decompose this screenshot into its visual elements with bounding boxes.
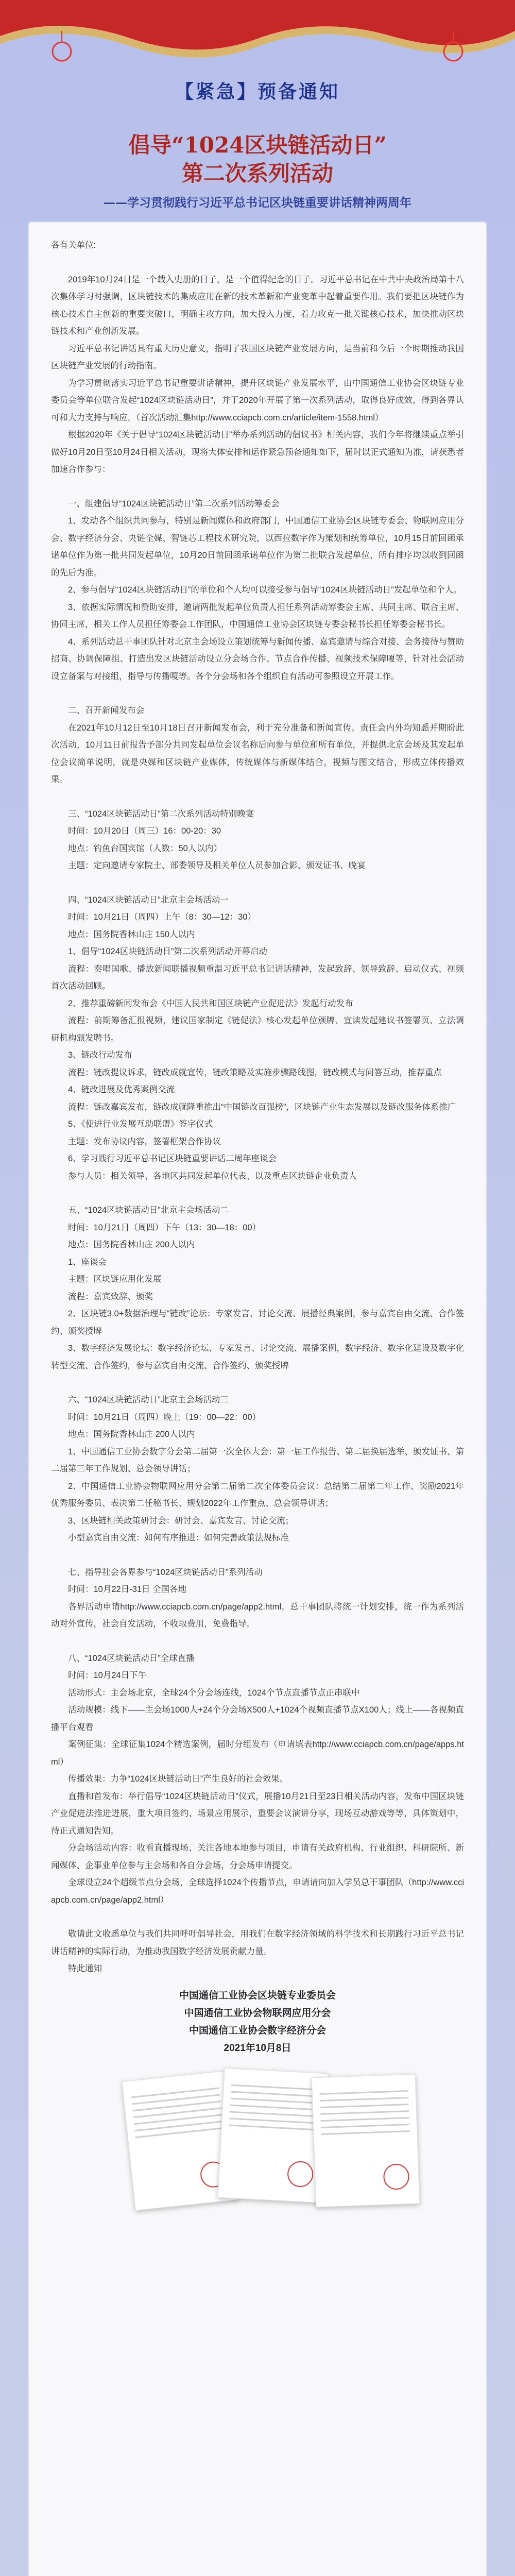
section-item: 全球设立24个超级节点分会场，全球选择1024个传播节点，申请请向加入学员总干事团队（http://www.cciapcb.com.cn/page/app2.html）	[51, 1878, 464, 1905]
section-item: 主题：区块链应用化发展	[68, 1275, 162, 1284]
intro-paragraph: 2019年10月24日是一个载入史册的日子，是一个值得纪念的日子。习近平总书记在中共中央政治局第十八次集体学习时强调，区块链技术的集成应用在新的技术革新和产业变革中起着重要作用。我们要把区块链作为核心技术自主创新的重要突破口，明确主攻方向，加大投入力度，着力攻克一批关键核心技术，加快推动区块链技术和产业创新发展。	[51, 275, 464, 336]
section-item: 活动形式：主会场北京，全球24个分会场连线，1024个节点直播节点正串联中	[68, 1688, 360, 1698]
section-item: 1、倡导“1024区块链活动日”第二次系列活动开幕启动	[68, 947, 267, 956]
document-photos	[51, 2071, 464, 2199]
section-item: 4、系列活动总干事团队针对北京主会场设立策划统筹与新闻传播、嘉宾邀请与综合对接、会务接待与赞助招商、协调保障组、打造出发区块链活动设立分会场合作、节点合作传播、视频技术保障嗄等，针对社会活动设立备案与对接组，指导与传播嗄等。各个分会场和各个组织自有活动可参照设立开展工作。	[51, 637, 464, 681]
notice-card	[28, 222, 487, 2576]
section-item: 小型嘉宾自由交流：如何有序推进：如何完善政策法规标准	[68, 1533, 289, 1543]
section-item: 时间：10月24日下午	[68, 1671, 147, 1680]
title-line-2: 第二次系列活动	[181, 160, 333, 186]
document-photo	[312, 2074, 420, 2207]
section-item: 1、中国通信工业协会数字分会第二届第一次全体大会：第一届工作报告、第二届换届选举、颁发证书、第二届第三年工作规划、总会领导讲话；	[51, 1447, 464, 1473]
section-title: 二、召开新闻发布会	[68, 706, 145, 715]
section-item: 分会场活动内容：收看直播现场、关注各地本地参与项目，申请有关政府机构、行业组织、科研院所、新闻媒体、企事业单位参与主会场和各自分会场，分会场申请提交。	[51, 1843, 464, 1870]
sections-container	[51, 479, 464, 1909]
top-banner	[0, 0, 515, 41]
section-item: 流程：前期筹备汇报视频，建议国家制定《链促法》核心发起单位颁牌、宣读发起建议书签署页、立法调研机构颁发聘书。	[51, 1016, 464, 1043]
greeting: 各有关单位:	[51, 241, 96, 250]
section-item: 时间：10月20日（周三）16：00-20：30	[68, 826, 221, 836]
section-item: 直播和首发布：举行倡导“1024区块链活动日”仪式，展播10月21日至23日相关活动内容，发布中国区块链产业促进法推进进展，重大项目签约、场景应用展示，重要会议演讲分享，现场互动游戏等等，具体策划中，待正式通知告知。	[51, 1791, 464, 1836]
section-item: 2、区块链3.0+数据治理与“链改”论坛：专家发言、讨论交流、展播经典案例，参与嘉宾自由交流、合作签约、颁奖授牌	[51, 1309, 464, 1336]
intro-paragraph: 根据2020年《关于倡导“1024区块链活动日”举办系列活动的倡议书》相关内容，我们今年将继续重点举引做好10月20日至10月24日相关活动，现将大体安排和运作紧急预备通知如下，届时以正式通知为准，请获悉者加速合作参与：	[51, 430, 464, 474]
section-item: 3、链改行动发布	[68, 1050, 132, 1060]
section-item: 2、中国通信工业协会物联网应用分会第二届第二次全体委员会议：总结第二届第二年工作、奖励2021年优秀服务委员、表决第二任秘书长、规划2022年工作重点、总会领导讲话；	[51, 1481, 464, 1508]
seal-icon	[383, 2163, 410, 2190]
section-item: 4、链改进展及优秀案例交流	[68, 1085, 175, 1094]
section-item: 案例征集：全球征集1024个精选案例，届时分组发布（申请填表http://www.cciapcb.com.cn/page/apps.html）	[51, 1740, 464, 1767]
section-item: 3、依据实际情况和赞助安排，邀请两批发起单位负责人担任系列活动筹委会主席、共同主席、联合主席、协同主席，相关工作人员担任筹委会工作团队，中国通信工业协会区块链专委会秘书长担任筹委会秘书长。	[51, 602, 464, 629]
section-item: 地点：国务院香林山庄 200人以内	[68, 1240, 195, 1249]
section-item: 3、区块链相关政策研讨会：研讨会、嘉宾发言、讨论交流；	[68, 1516, 294, 1526]
section-item: 流程：嘉宾致辞、颁奖	[68, 1292, 153, 1301]
section-item: 活动规模：线下——主会场1000人+24个分会场X500人+1024个视频直播节点X100人；线上——各视频直播平台观看	[51, 1705, 464, 1732]
section-title: 五、“1024区块链活动日”北京主会场活动二	[68, 1206, 229, 1215]
urgent-heading: 【紧急】预备通知	[175, 81, 340, 102]
closing-remark: 特此通知	[68, 1964, 102, 1973]
section-item: 3、数字经济发展论坛：数字经济论坛、专家发言、讨论交流、展播案例，数字经济、数字化建设及数字化转型交流、合作签约，参与嘉宾自由交流、合作签约、颁奖授牌	[51, 1344, 464, 1370]
section-item: 主题：发布协议内容，签署框架合作协议	[68, 1137, 221, 1146]
section-title: 六、“1024区块链活动日”北京主会场活动三	[68, 1395, 229, 1404]
intro-paragraph: 为学习贯彻落实习近平总书记重要讲话精神，提升区块链产业发展水平，由中国通信工业协会区块链专业委员会等单位联合发起“1024区块链活动日”，并于2020年开展了第一次系列活动，取得良好成效，得到各界认可和大力支持与响应。（首次活动汇集http://www.cciapcb.com.cn/article/item-1558.html）	[51, 378, 464, 422]
section-item: 地点：钓鱼台国宾馆（人数：50人以内）	[68, 843, 222, 853]
section-item: 5、《使进行业发展互助联盟》签字仪式	[68, 1120, 213, 1129]
section-item: 参与人员：相关领导、各地区共同发起单位代表、以及重点区块链企业负责人	[68, 1171, 357, 1181]
section-item: 时间：10月21日（周四）下午（13：30—18：00）	[68, 1223, 261, 1232]
section-item: 在2021年10月12日至10月18日召开新闻发布会，利于充分准备和新闻宣传。责任会内外均知悉并期盼此次活动，10月11日前报告予部分共同发起单位会议名称后向参与单位和所有单位，并提供北京会场及其发起单位会议简单说明，就是央媒和区块链产业媒体，传统媒体与新媒体结合，视频与图文结合，形成立体传播效果。	[51, 723, 464, 784]
section-item: 1、发动各个组织共同参与，特别是新闻媒体和政府部门，中国通信工业协会区块链专委会、物联网应用分会、数字经济分会、央链全媒、智链芯工程技术研究院，以西拉数字作为策划和统筹单位，10月15日前回函承诺单位作为第一批共同发起单位，10月20日前回函承诺单位作为第二批联合发起单位，所有排序均以收到回函的先后为准。	[51, 516, 464, 578]
section-item: 地点：国务院香林山庄 200人以内	[68, 1430, 195, 1439]
section-item: 1、座谈会	[68, 1257, 107, 1267]
section-item: 流程：奏唱国歌、播放新闻联播视频重温习近平总书记讲话精神，发起致辞、领导致辞、启动仪式、视频首次活动回顾。	[51, 964, 464, 991]
signature-date: 2021年10月8日	[224, 2042, 291, 2054]
intro-paragraph: 习近平总书记讲话具有重大历史意义，指明了我国区块链产业发展方向，是当前和今后一个时期推动我国区块链产业发展的行动指南。	[51, 344, 464, 370]
section-item: 6、学习践行习近平总书记区块链重要讲话二周年座谈会	[68, 1154, 277, 1163]
section-item: 流程：链改提议诉求，链改成就宣传，链改策略及实施步骤路线图，链改模式与问答互动，推荐重点	[68, 1067, 442, 1077]
section-item: 传播效果：力争“1024区块链活动日”产生良好的社会效果。	[68, 1774, 288, 1784]
signature-org: 中国通信工业协会数字经济分会	[188, 2025, 326, 2036]
section-item: 时间：10月22日-31日 全国各地	[68, 1585, 187, 1594]
section-title: 七、指导社会各界参与“1024区块链活动日”系列活动	[68, 1567, 263, 1577]
section-item: 时间：10月21日（周四）晚上（19：00—22：00）	[68, 1412, 261, 1422]
banner-decoration-icon	[0, 0, 515, 82]
section-item: 时间：10月21日（周四）上午（8：30—12：30）	[68, 912, 256, 922]
section-item: 流程：链改嘉宾发布，链改成就隆重推出“中国链改百强榜”，区块链产业生态发展以及链改服务体系推广	[68, 1102, 456, 1112]
section-item: 2、参与倡导“1024区块链活动日”的单位和个人均可以接受参与倡导“1024区块链活动日”发起单位和个人。	[68, 585, 462, 595]
section-title: 一、组建倡导“1024区块链活动日”第二次系列活动筹委会	[68, 499, 280, 509]
signature-org: 中国通信工业协会物联网应用分会	[184, 2007, 331, 2019]
closing-paragraph: 敬请此文收悉单位与我们共同呼吁倡导社会，用我们在数字经济领域的科学技术和长期践行习近平总书记讲话精神的实际行动，为推动我国数字经济发展贡献力量。	[51, 1929, 464, 1956]
page-subtitle: ——学习贯彻践行习近平总书记区块链重要讲话精神两周年	[104, 196, 411, 210]
section-item: 2、推荐重磅新闻发布会《中国人民共和国区块链产业促进法》发起行动发布	[68, 998, 353, 1008]
section-item: 各界活动申请http://www.cciapcb.com.cn/page/app2.html。总干事团队将统一计划安排，统一作为系列活动对外宣传，社会自发活动，不收取费用，免费指导。	[51, 1602, 464, 1629]
title-line-1: 倡导“1024区块链活动日”	[128, 132, 387, 158]
section-title: 四、“1024区块链活动日”北京主会场活动一	[68, 895, 229, 905]
signature-org: 中国通信工业协会区块链专业委员会	[179, 1990, 336, 2001]
section-item: 地点：国务院香林山庄 150人以内	[68, 929, 195, 939]
section-item: 主题：定向邀请专家院士、部委领导及相关单位人员参加合影、颁发证书、晚宴	[68, 861, 366, 870]
seal-icon	[287, 2160, 314, 2188]
section-title: 八、“1024区块链活动日”全球直播	[68, 1653, 195, 1663]
section-title: 三、“1024区块链活动日”第二次系列活动特别晚宴	[68, 809, 254, 819]
page-title	[0, 131, 515, 188]
